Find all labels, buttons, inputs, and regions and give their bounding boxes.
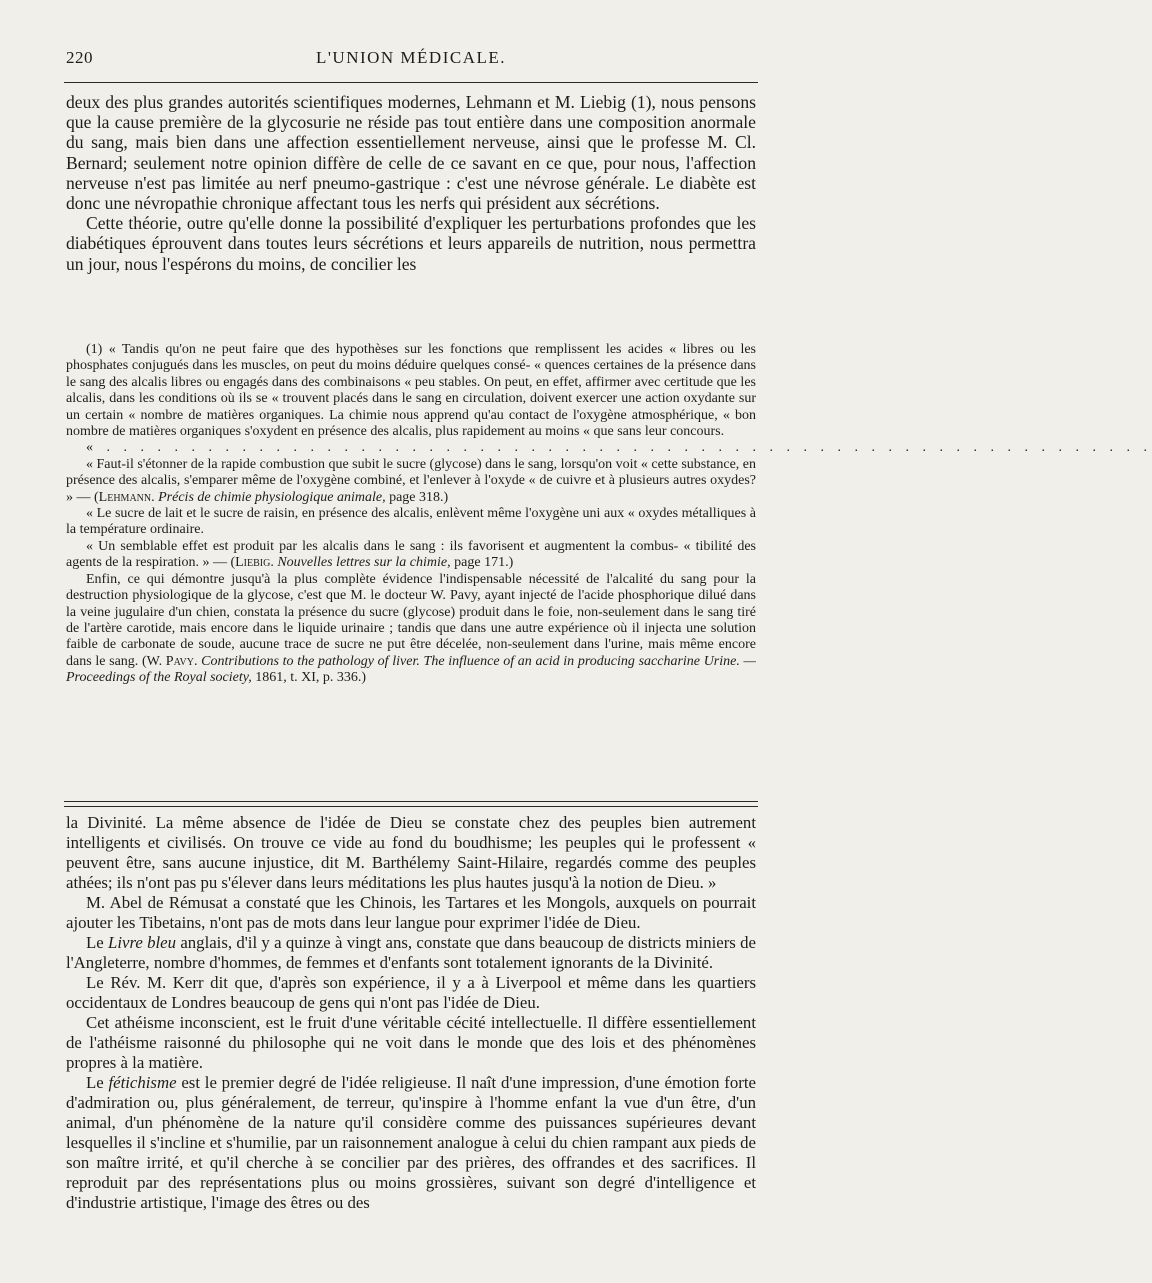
footnote-text: « Faut-il s'étonner de la rapide combustion que subit le sucre (glycose) dans le sang, lorsqu'on voit « cette substance, en présence des alcalis, s'emparer même de l'oxygène combiné, et l'enlever à l'oxyde « de cuivre et à plusieurs autres oxydes? » — (	[66, 456, 756, 505]
paragraph-text: anglais, d'il y a quinze à vingt ans, constate que dans beaucoup de districts miniers de l'Angleterre, nombre d'hommes, de femmes et d'enfants sont totalement ignorants de la Divinité.	[66, 933, 756, 972]
citation-author: Liebig.	[235, 555, 274, 571]
paragraph-text: Le	[86, 1073, 104, 1092]
footnote-paragraph	[66, 572, 756, 687]
citation-work: Nouvelles lettres sur la chimie,	[277, 555, 451, 571]
footnote-paragraph	[66, 539, 756, 572]
running-title: L'UNION MÉDICALE.	[315, 48, 507, 67]
citation-author: Pavy.	[165, 653, 198, 669]
paragraph: M. Abel de Rémusat a constaté que les Chinois, les Tartares et les Mongols, auxquels on pourrait ajouter les Tibetains, n'ont pas de mots dans leur langue pour exprimer l'idée de Dieu.	[66, 893, 756, 932]
citation-page: page 171.)	[454, 555, 514, 571]
main-text-top	[66, 92, 756, 274]
book-title: Livre bleu	[108, 933, 177, 952]
paragraph: la Divinité. La même absence de l'idée de Dieu se constate chez des peuples bien autrement intelligents et civilisés. On trouve ce vide au fond du boudhisme; les peuples qui le professent « peuvent être, sans aucune injustice, dit M. Barthélemy Saint-Hilaire, regardés comme des peuples athées; ils n'ont pas pu s'élever dans leurs méditations les plus hautes jusqu'à la notion de Dieu. »	[66, 813, 756, 892]
citation-work: Précis de chimie physiologique animale,	[158, 489, 386, 505]
footnote-block	[66, 342, 1152, 687]
page-number: 220	[66, 48, 93, 67]
footnote-text: « Un semblable effet est produit par les alcalis dans le sang : ils favorisent et augmentent la combus- « tibilité des agents de la respiration. » — (	[66, 538, 756, 571]
citation-page: page 318.)	[389, 489, 449, 505]
paragraph-text: est le premier degré de l'idée religieuse. Il naît d'une impression, d'une émotion forte d'admiration ou, plus généralement, de terreur, qu'inspire à l'homme enfant la vue d'un être, d'un animal, d'un phénomène de la nature qu'il considère comme des puissances supérieures devant lesquelles il s'incline et s'humilie, par un raisonnement analogue à celui du chien rampant aux pieds de son maître irrité, et qu'il cherche à se concilier par des prières, des offrandes et des sacrifices. Il reproduit par des représentations plus ou moins grossières, suivant son degré d'intelligence et d'industrie artistique, l'image des êtres ou des	[66, 1073, 756, 1212]
footnote-paragraph: « Le sucre de lait et le sucre de raisin, en présence des alcalis, enlèvent même l'oxygène uni aux « oxydes métalliques à la température ordinaire.	[66, 506, 756, 538]
paragraph: deux des plus grandes autorités scientifiques modernes, Lehmann et M. Liebig (1), nous pensons que la cause première de la glycosurie ne réside pas tout entière dans une composition anormale du sang, mais bien dans une affection essentiellement nerveuse, ainsi que le professe M. Cl. Bernard; seulement notre opinion diffère de celle de ce savant en ce que, pour nous, l'affection nerveuse n'est pas limitée au nerf pneumo-gastrique : c'est une névrose générale. Le diabète est donc une névropathie chronique affectant tous les nerfs qui président aux sécrétions.	[66, 92, 756, 214]
paragraph	[66, 933, 756, 973]
paragraph: Cette théorie, outre qu'elle donne la possibilité d'expliquer les perturbations profondes que les diabétiques éprouvent dans toutes leurs sécrétions et leurs appareils de nutrition, nous permettra un jour, nous l'espérons du moins, de concilier les	[66, 213, 756, 274]
header-rule	[64, 82, 758, 83]
footnote-paragraph: (1) « Tandis qu'on ne peut faire que des hypothèses sur les fonctions que remplissent les acides « libres ou les phosphates conjugués dans les muscles, on peut du moins déduire quelques consé- « quences certaines de la présence dans le sang des alcalis libres ou engagés dans des combinaisons « peu stables. On peut, en effet, affirmer avec certitude que les alcalis, dans les conditions où ils se « trouvent placés dans le sang en circulation, doivent exercer une action oxydante sur un certain « nombre de matières organiques. La chimie nous apprend qu'au contact de l'oxygène atmosphérique, « bon nombre de matières organiques s'oxydent en présence des alcalis, plus rapidement au moins « que sans leur concours.	[66, 342, 756, 440]
paragraph: Cet athéisme inconscient, est le fruit d'une véritable cécité intellectuelle. Il diffère essentiellement de l'athéisme raisonné du philosophe qui ne voit dans le monde que des lois et des phénomènes propres à la matière.	[66, 1013, 756, 1072]
page-header	[66, 48, 756, 74]
citation-author: Lehmann.	[98, 489, 155, 505]
footnote-text: Enfin, ce qui démontre jusqu'à la plus complète évidence l'indispensable nécessité de l'alcalité du sang pour la destruction physiologique de la glycose, c'est que M. le docteur W. Pavy, ayant injecté de l'acide phosphorique dilué dans la veine jugulaire d'un chien, constata la présence du sucre (glycose) produit dans le foie, non-seulement dans le sang tiré de l'artère carotide, mais encore dans le liquide urinaire ; tandis que dans une autre expérience où il injecta une solution faible de carbonate de soude, aucune trace de sucre ne put être décelée, non-seulement dans l'urine, mais même encore dans le sang. (W.	[66, 571, 756, 669]
footnote-paragraph	[66, 457, 756, 506]
citation-work: Contributions to the pathology of liver. The influence of an acid in producing saccharine Urine. — Proceedings of the Royal society,	[66, 653, 756, 686]
term-italic: fétichisme	[108, 1073, 177, 1092]
section-rule	[64, 801, 758, 802]
paragraph-text: Le	[86, 933, 104, 952]
footnote-ellipsis: « . . . . . . . . . . . . . . . . . . . . . . . . . . . . . . . . . . . . . . . . . . . . . . . . . . . . . . . . . . . . . .	[86, 440, 1152, 456]
section-rule	[64, 806, 758, 807]
citation-reference: 1861, t. XI, p. 336.)	[255, 670, 367, 686]
main-text-bottom	[66, 813, 756, 1213]
paragraph: Le Rév. M. Kerr dit que, d'après son expérience, il y a à Liverpool et même dans les quartiers occidentaux de Londres beaucoup de gens qui n'ont pas l'idée de Dieu.	[66, 973, 756, 1012]
paragraph	[66, 1073, 756, 1213]
